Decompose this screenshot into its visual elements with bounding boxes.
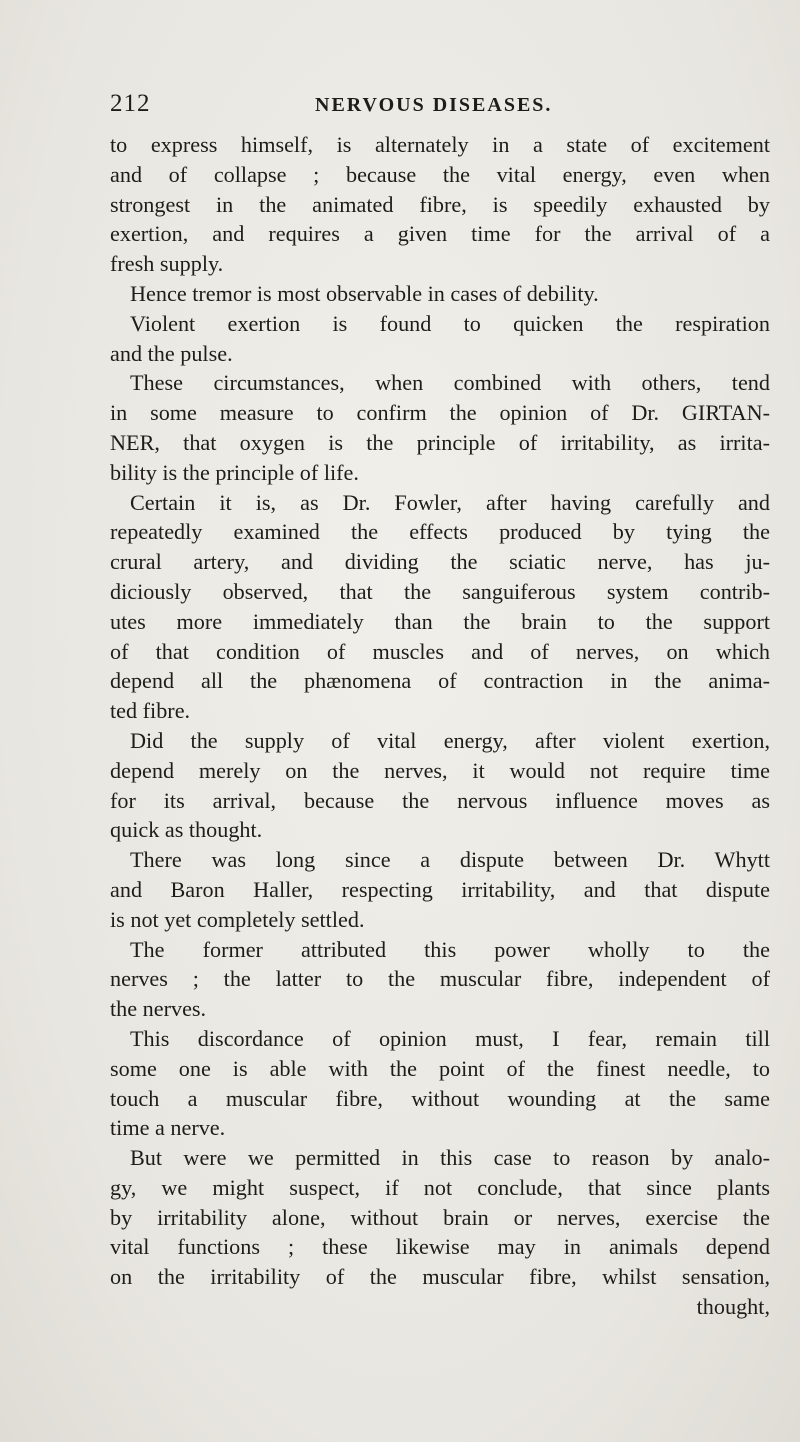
text-line: Hence tremor is most observable in cases of debility.	[130, 280, 599, 306]
body-text	[110, 130, 770, 1322]
text-line: and the pulse.	[110, 340, 233, 366]
text-line: some one is able with the point of the finest needle, to	[110, 1055, 770, 1081]
text-line: thought,	[696, 1294, 770, 1320]
text-line: crural artery, and dividing the sciatic nerve, has ju-	[110, 549, 770, 575]
text-line: This discordance of opinion must, I fear, remain till	[130, 1025, 770, 1051]
text-line: depend all the phænomena of contraction in the anima-	[110, 668, 770, 694]
text-line: for its arrival, because the nervous influence moves as	[110, 787, 770, 813]
text-line: to express himself, is alternately in a state of excitement	[110, 132, 770, 157]
text-line: by irritability alone, without brain or nerves, exercise the	[110, 1204, 770, 1230]
text-line: nerves ; the latter to the muscular fibre, independent of	[110, 966, 770, 992]
text-line: There was long since a dispute between Dr. Whytt	[130, 847, 770, 873]
text-line: touch a muscular fibre, without wounding at the same	[110, 1085, 770, 1111]
text-line: These circumstances, when combined with others, tend	[130, 370, 770, 396]
page-header	[110, 90, 770, 120]
text-line: strongest in the animated fibre, is speedily exhausted by	[110, 191, 770, 217]
text-line: NER, that oxygen is the principle of irritability, as irrita-	[110, 429, 770, 455]
text-line: in some measure to confirm the opinion of Dr. GIRTAN-	[110, 400, 770, 426]
text-line: on the irritability of the muscular fibre, whilst sensation,	[110, 1264, 770, 1290]
text-line: the nerves.	[110, 996, 207, 1022]
text-line: Did the supply of vital energy, after violent exertion,	[130, 727, 770, 753]
text-line: Certain it is, as Dr. Fowler, after having carefully and	[130, 489, 770, 515]
running-head: NERVOUS DISEASES.	[315, 94, 553, 116]
text-line: ted fibre.	[110, 698, 191, 724]
text-line: The former attributed this power wholly to the	[130, 936, 770, 962]
text-line: exertion, and requires a given time for the arrival of a	[110, 221, 770, 247]
text-line: diciously observed, that the sanguiferous system contrib-	[110, 578, 770, 604]
text-line: utes more immediately than the brain to the support	[110, 608, 770, 634]
text-line: of that condition of muscles and of nerves, on which	[110, 638, 770, 664]
text-line: But were we permitted in this case to reason by analo-	[130, 1145, 770, 1171]
page-number: 212	[110, 90, 151, 117]
text-line: is not yet completely settled.	[110, 906, 365, 932]
text-line: bility is the principle of life.	[110, 459, 359, 485]
text-line: vital functions ; these likewise may in animals depend	[110, 1234, 770, 1260]
text-line: and of collapse ; because the vital energy, even when	[110, 161, 770, 187]
text-line: repeatedly examined the effects produced by tying the	[110, 519, 770, 545]
text-line: and Baron Haller, respecting irritability, and that dispute	[110, 876, 770, 902]
text-line: depend merely on the nerves, it would not require time	[110, 757, 770, 783]
text-line: time a nerve.	[110, 1115, 226, 1141]
text-line: quick as thought.	[110, 817, 263, 843]
text-line: fresh supply.	[110, 251, 224, 277]
text-line: Violent exertion is found to quicken the respiration	[130, 310, 770, 336]
text-line: gy, we might suspect, if not conclude, that since plants	[110, 1174, 770, 1200]
